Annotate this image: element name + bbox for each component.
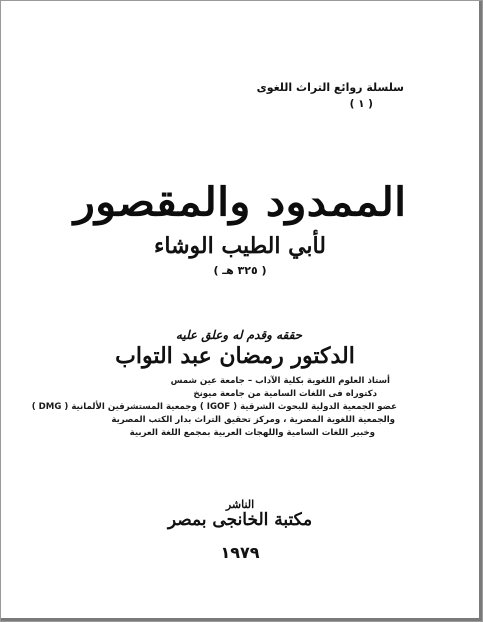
editor-credential: والجمعية اللغوية المصرية ، ومركز تحقيق التراث بدار الكتب المصرية (111, 415, 395, 425)
publisher-label: الناشر (225, 498, 255, 511)
editor-role: حققه وقدم له وعلق عليه (175, 328, 303, 342)
series-number: ( ١ ) (349, 98, 373, 110)
publication-year: ١٩٧٩ (220, 543, 260, 562)
document-page (1, 1, 479, 618)
editor-name: الدكتور رمضان عبد التواب (115, 343, 355, 369)
series-name: سلسلة روائع التراث اللغوى (256, 81, 404, 94)
editor-credential: أستاذ العلوم اللغوية بكلية الآداب – جامعة عين شمس (170, 376, 390, 386)
book-title: الممدود والمقصور (73, 179, 407, 226)
book-author: لأبي الطيب الوشاء (154, 233, 326, 259)
editor-credential: عضو الجمعية الدولية للبحوث الشرقية ( IGOF ) وجمعية المستشرقين الألمانية ( DMG ) (31, 402, 397, 412)
editor-credential: دكتوراه فى اللغات السامية من جامعة ميونخ (193, 389, 377, 399)
editor-credential: وخبير اللغات السامية واللهجات العربية بمجمع اللغة العربية (129, 428, 375, 438)
author-death-year: ( ٣٢٥ هـ ) (213, 264, 267, 277)
publisher-name: مكتبة الخانجى بمصر (167, 510, 313, 530)
